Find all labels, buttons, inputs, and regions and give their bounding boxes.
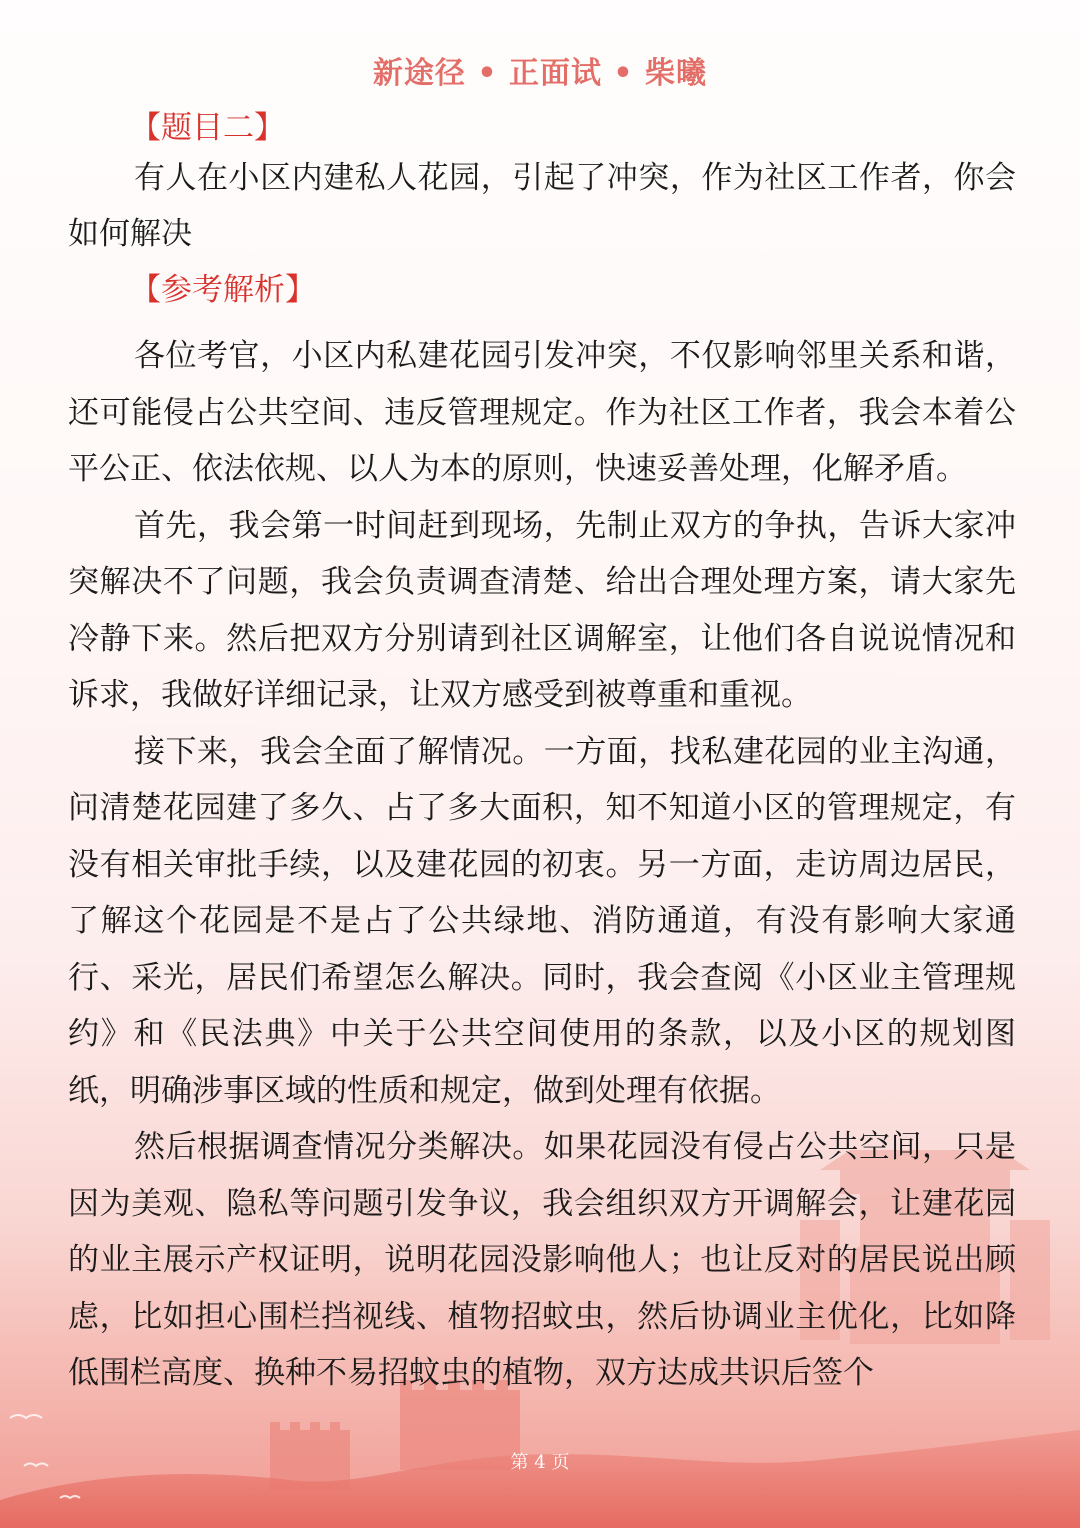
question-label: 【题目二】: [130, 110, 285, 146]
analysis-label: 【参考解析】: [130, 272, 316, 308]
analysis-paragraph: 接下来，我会全面了解情况。一方面，找私建花园的业主沟通，问清楚花园建了多久、占了多大面积，知不知道小区的管理规定，有没有相关审批手续，以及建花园的初衷。另一方面，走访周边居民，了解这个花园是不是占了公共绿地、消防通道，有没有影响大家通行、采光，居民们希望怎么解决。同时，我会查阅《小区业主管理规约》和《民法典》中关于公共空间使用的条款，以及小区的规划图纸，明确涉事区域的性质和规定，做到处理有依据。: [68, 733, 1016, 1109]
page-number: 第 4 页: [510, 1452, 570, 1473]
document-header-title: 新途径 • 正面试 • 柴曦: [372, 56, 708, 91]
analysis-paragraph: 首先，我会第一时间赶到现场，先制止双方的争执，告诉大家冲突解决不了问题，我会负责调查清楚、给出合理处理方案，请大家先冷静下来。然后把双方分别请到社区调解室，让他们各自说说情况和诉求，我做好详细记录，让双方感受到被尊重和重视。: [68, 507, 1016, 713]
analysis-paragraph: 然后根据调查情况分类解决。如果花园没有侵占公共空间，只是因为美观、隐私等问题引发争议，我会组织双方开调解会，让建花园的业主展示产权证明，说明花园没影响他人；也让反对的居民说出顾虑，比如担心围栏挡视线、植物招蚊虫，然后协调业主优化，比如降低围栏高度、换种不易招蚊虫的植物，双方达成共识后签个: [68, 1129, 1016, 1391]
document-body: [68, 106, 1016, 1402]
question-text: 有人在小区内建私人花园，引起了冲突，作为社区工作者，你会如何解决: [68, 160, 1016, 252]
analysis-paragraph: 各位考官，小区内私建花园引发冲突，不仅影响邻里关系和谐，还可能侵占公共空间、违反管理规定。作为社区工作者，我会本着公平公正、依法依规、以人为本的原则，快速妥善处理，化解矛盾。: [68, 338, 1016, 487]
